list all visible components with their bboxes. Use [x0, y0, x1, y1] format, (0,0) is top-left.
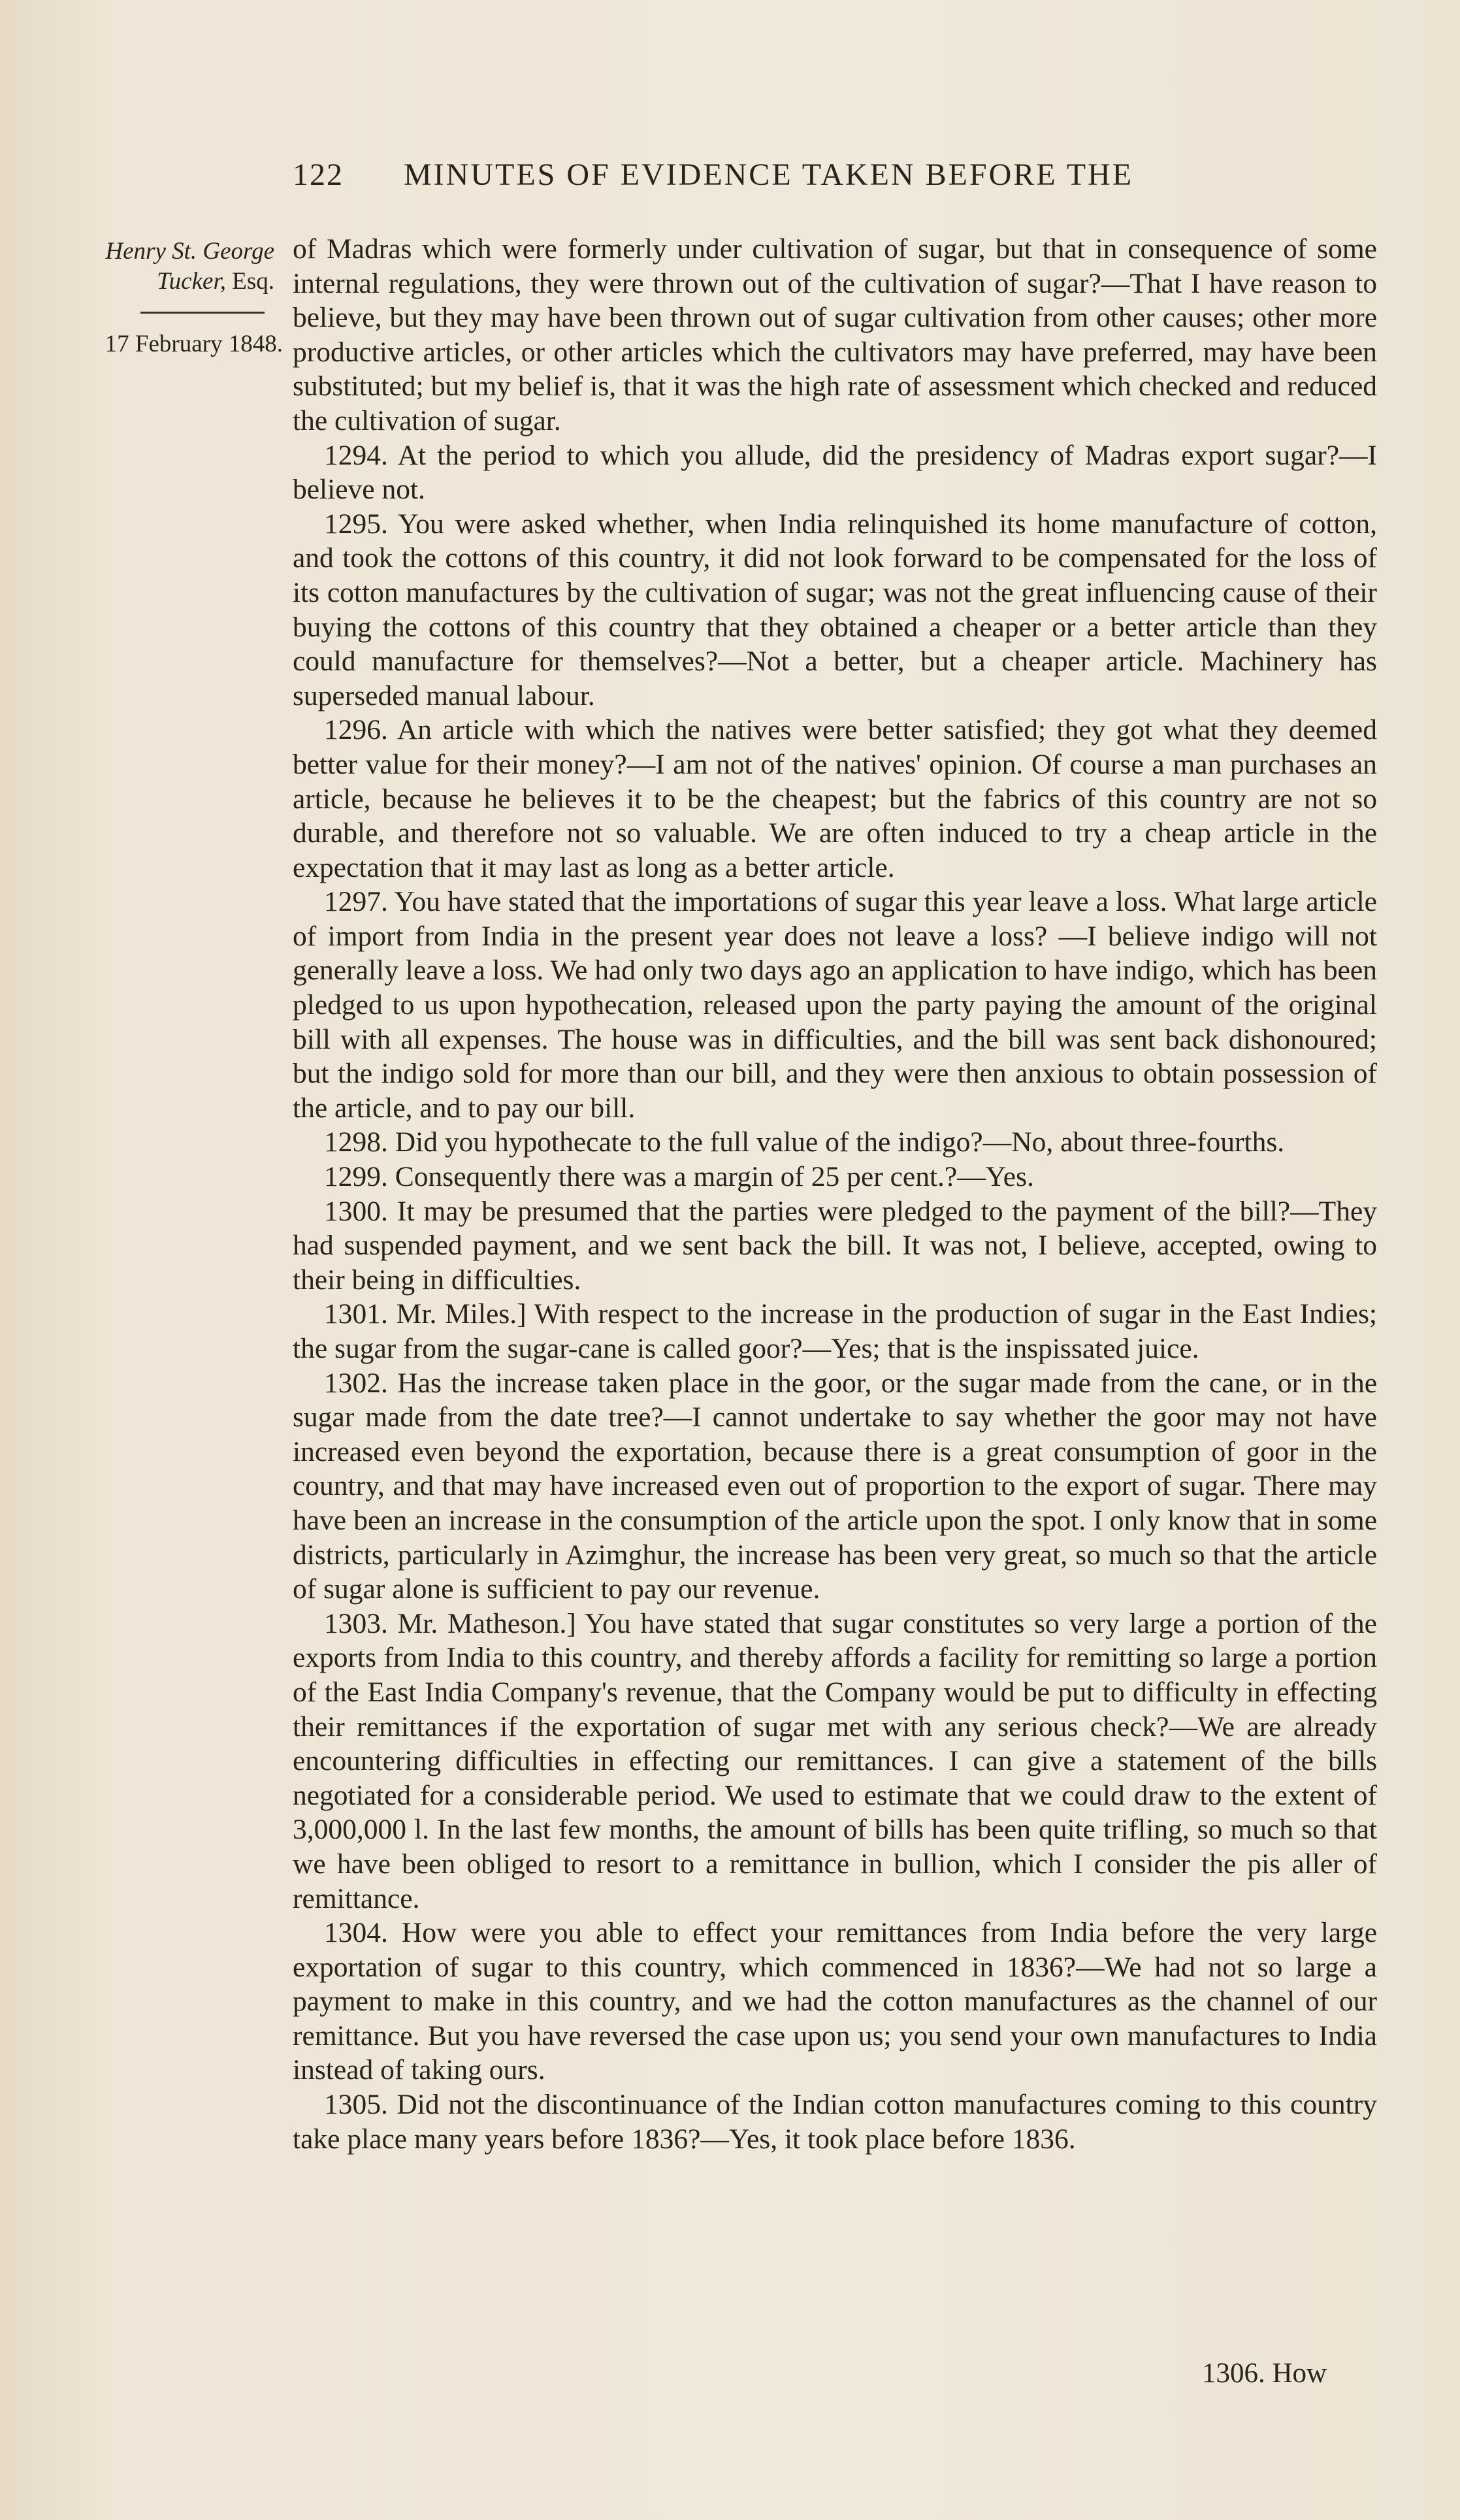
running-header [293, 157, 1371, 193]
margin-rule [140, 312, 265, 314]
continuation-paragraph: of Madras which were formerly under cultivation of sugar, but that in consequence of some internal regulations, they were thrown out of the cultivation of sugar?—That I have reason to believe, but they may have been thrown out of sugar cultivation from other causes; other more productive articles, or other articles which the cultivators may have preferred, may have been substituted; but my belief is, that it was the high rate of assessment which checked and reduced the cultivation of sugar. [293, 233, 1377, 436]
evidence-date: 17 February 1848. [105, 331, 283, 357]
witness-name [59, 237, 274, 297]
question-1295: 1295. You were asked whether, when India relinquished its home manufacture of cotton, and took the cottons of this country, it did not look forward to be compensated for the loss of its cotton manufactures by the cultivation of sugar; was not the great influencing cause of their buying the cottons of this country that they obtained a cheaper or a better article than they could manufacture for themselves?—Not a better, but a cheaper article. Machinery has superseded manual labour. [293, 508, 1377, 712]
question-1294: 1294. At the period to which you allude, did the presidency of Madras export sugar?—I believe not. [293, 439, 1377, 506]
question-1297: 1297. You have stated that the importations of sugar this year leave a loss. What large article of import from India in the present year does not leave a loss? —I believe indigo will not generally leave a loss. We had only two days ago an application to have indigo, which has been pledged to us upon hypothecation, released upon the party paying the amount of the original bill with all expenses. The house was in difficulties, and the bill was sent back dishonoured; but the indigo sold for more than our bill, and they were then anxious to obtain possession of the article, and to pay our bill. [293, 886, 1377, 1124]
page-number: 122 [293, 157, 344, 192]
running-title: MINUTES OF EVIDENCE TAKEN BEFORE THE [404, 157, 1134, 192]
witness-name-line2: Tucker, [157, 268, 226, 295]
question-1302: 1302. Has the increase taken place in the goor, or the sugar made from the cane, or in the sugar made from the date tree?—I cannot undertake to say whether the goor may not have increased even beyond the exportation, because there is a great consumption of goor in the country, and that may have increased even out of proportion to the export of sugar. There may have been an increase in the consumption of the article upon the spot. I only know that in some districts, particularly in Azimghur, the increase has been very great, so much so that the article of sugar alone is sufficient to pay our revenue. [293, 1367, 1377, 1605]
question-1301: 1301. Mr. Miles.] With respect to the increase in the production of sugar in the East Indies; the sugar from the sugar-cane is called goor?—Yes; that is the inspissated juice. [293, 1298, 1377, 1364]
question-1305: 1305. Did not the discontinuance of the Indian cotton manufactures coming to this country take place many years before 1836?—Yes, it took place before 1836. [293, 2089, 1377, 2155]
question-1300: 1300. It may be presumed that the parties were pledged to the payment of the bill?—They had suspended payment, and we sent back the bill. It was not, I believe, accepted, owing to their being in difficulties. [293, 1195, 1377, 1296]
question-1303: 1303. Mr. Matheson.] You have stated that sugar constitutes so very large a portion of the exports from India to this country, and thereby affords a facility for remitting so large a portion of the East India Company's revenue, that the Company would be put to difficulty in effecting their remittances if the exportation of sugar met with any serious check?—We are already encountering difficulties in effecting our remittances. I can give a statement of the bills negotiated for a considerable period. We used to estimate that we could draw to the extent of 3,000,000 l. In the last few months, the amount of bills has been quite trifling, so much so that we have been obliged to resort to a remittance in bullion, which I consider the pis aller of remittance. [293, 1607, 1377, 1914]
question-1296: 1296. An article with which the natives were better satisfied; they got what they deemed better value for their money?—I am not of the natives' opinion. Of course a man purchases an article, because he believes it to be the cheapest; but the fabrics of this country are not so durable, and therefore not so valuable. We are often induced to try a cheap article in the expectation that it may last as long as a better article. [293, 714, 1377, 883]
evidence-body [293, 232, 1377, 2156]
witness-suffix: Esq. [226, 268, 274, 295]
question-1304: 1304. How were you able to effect your remittances from India before the very large exportation of sugar to this country, which commenced in 1836?—We had not so large a payment to make in this country, and we had the cotton manufactures as the channel of our remittance. But you have reversed the case upon us; you send your own manufactures to India instead of taking ours. [293, 1917, 1377, 2086]
question-1299: 1299. Consequently there was a margin of 25 per cent.?—Yes. [324, 1161, 1034, 1193]
catchword: 1306. How [1202, 2358, 1327, 2389]
witness-name-line1: Henry St. George [105, 238, 274, 265]
question-1298: 1298. Did you hypothecate to the full value of the indigo?—No, about three-fourths. [324, 1126, 1285, 1158]
